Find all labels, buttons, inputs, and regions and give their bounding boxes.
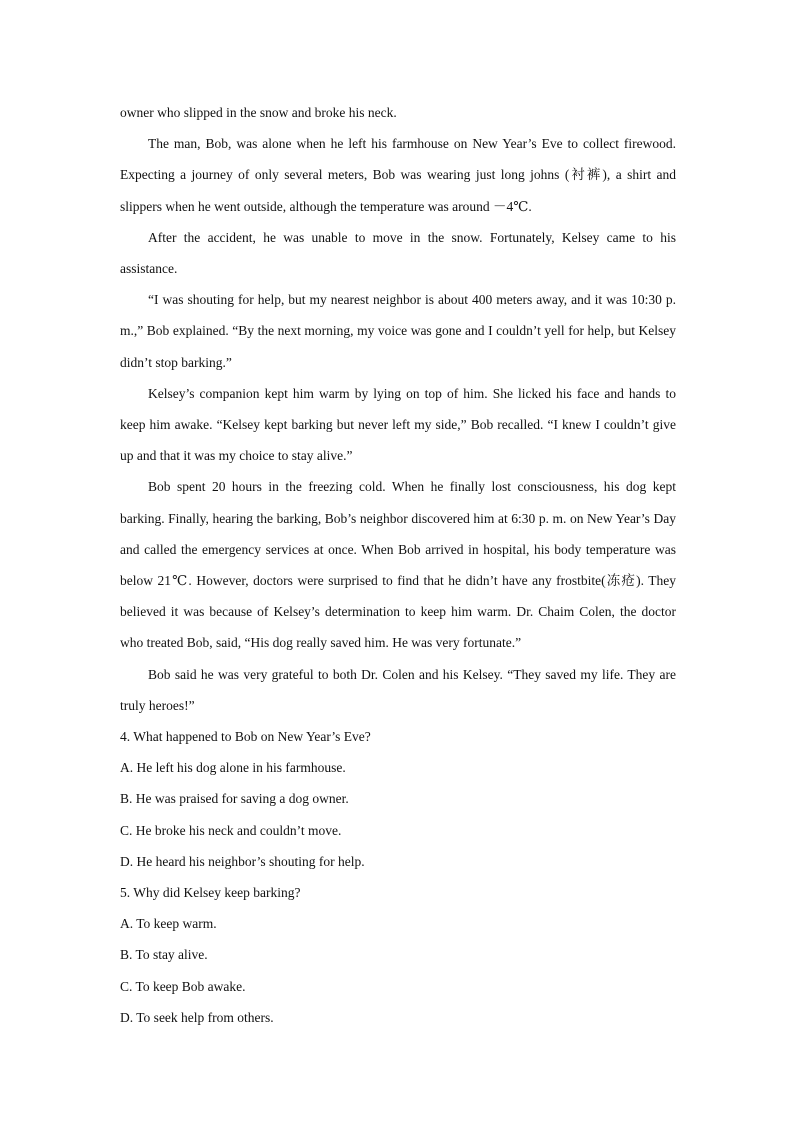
answer-option-a: A. He left his dog alone in his farmhouse. <box>120 760 346 776</box>
question-stem: 4. What happened to Bob on New Year’s Eve? <box>120 729 371 745</box>
answer-option-d: D. To seek help from others. <box>120 1009 274 1025</box>
passage-paragraph: Kelsey’s companion kept him warm by lying on top of him. She licked his face and hands to keep him awake. “Kelsey kept barking but never left my side,” Bob recalled. “I knew I couldn’t give up and that it was my choice to stay alive.” <box>120 385 676 464</box>
answer-option-b: B. To stay alive. <box>120 947 208 963</box>
passage-paragraph: owner who slipped in the snow and broke his neck. <box>120 105 397 120</box>
question-stem: 5. Why did Kelsey keep barking? <box>120 885 301 901</box>
passage-paragraph: “I was shouting for help, but my nearest neighbor is about 400 meters away, and it was 10:30 p. m.,” Bob explained. “By the next morning, my voice was gone and I couldn’t yell for help, but Kelsey didn’t stop barking.” <box>120 292 676 370</box>
question-5 <box>120 877 676 1033</box>
answer-option-a: A. To keep warm. <box>120 916 217 932</box>
passage-paragraph: After the accident, he was unable to move in the snow. Fortunately, Kelsey came to his assistance. <box>120 229 676 277</box>
answer-option-d: D. He heard his neighbor’s shouting for help. <box>120 853 365 869</box>
passage-paragraph: Bob spent 20 hours in the freezing cold. When he finally lost consciousness, his dog kept barking. Finally, hearing the barking, Bob’s neighbor discovered him at 6:30 p. m. on New Year’s Day and called the emergency services at once. When Bob arrived in hospital, his body temperature was below 21℃. However, doctors were surprised to find that he didn’t have any frostbite(冻疮). They believed it was because of Kelsey’s determination to keep him warm. Dr. Chaim Colen, the doctor who treated Bob, said, “His dog really saved him. He was very fortunate.” <box>120 479 676 651</box>
document-page <box>120 97 676 1033</box>
reading-passage <box>120 97 676 721</box>
answer-option-b: B. He was praised for saving a dog owner. <box>120 791 349 807</box>
answer-option-c: C. He broke his neck and couldn’t move. <box>120 822 342 838</box>
answer-option-c: C. To keep Bob awake. <box>120 978 246 994</box>
passage-paragraph: Bob said he was very grateful to both Dr. Colen and his Kelsey. “They saved my life. They are truly heroes!” <box>120 666 676 713</box>
passage-paragraph: The man, Bob, was alone when he left his farmhouse on New Year’s Eve to collect firewood. Expecting a journey of only several meters, Bob was wearing just long johns (衬裤), a shirt and slippers when he went outside, although the temperature was around －4℃. <box>120 136 676 214</box>
question-4 <box>120 721 676 877</box>
